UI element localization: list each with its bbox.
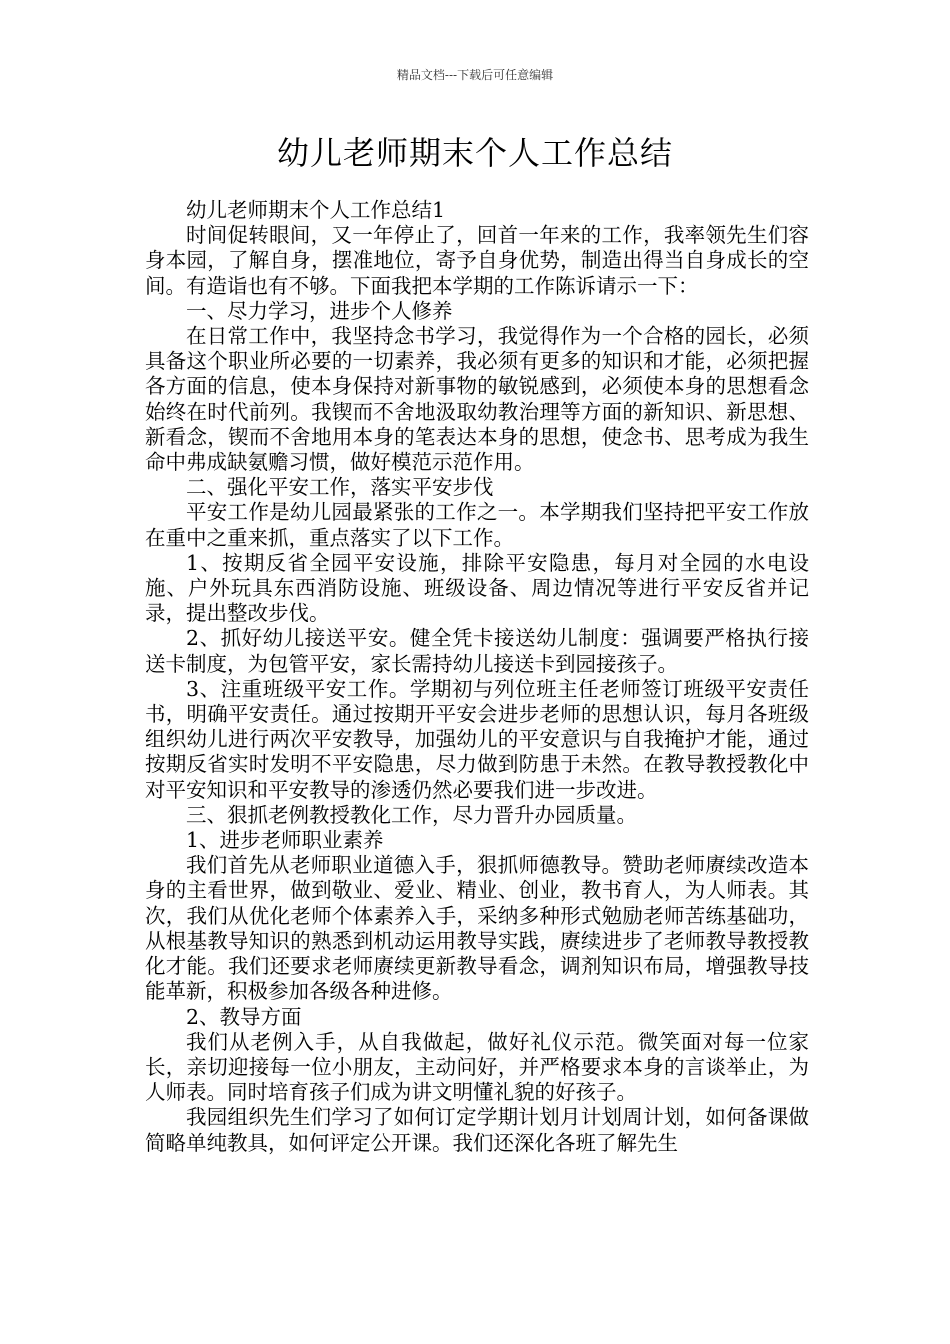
list-item-paragraph: 1、按期反省全园平安设施，排除平安隐患，每月对全园的水电设施、户外玩具东西消防设施、班级设备、周边情况等进行平安反省并记录，提出整改步伐。 bbox=[145, 550, 809, 626]
body-paragraph: 我园组织先生们学习了如何订定学期计划月计划周计划，如何备课做简略单纯教具，如何评定公开课。我们还深化各班了解先生 bbox=[145, 1105, 809, 1155]
body-paragraph: 在日常工作中，我坚持念书学习，我觉得作为一个合格的园长，必须具备这个职业所必要的一切素养，我必须有更多的知识和才能，必须把握各方面的信息，使本身保持对新事物的敏锐感到，必须使本身的思想看念始终在时代前列。我锲而不舍地汲取幼教治理等方面的新知识、新思想、新看念，锲而不舍地用本身的笔表达本身的思想，使念书、思考成为我生命中弗成缺氨赡习惯，做好模范示范作用。 bbox=[145, 324, 809, 475]
subtitle-paragraph: 幼儿老师期末个人工作总结1 bbox=[186, 198, 446, 222]
section-heading: 二、强化平安工作，落实平安步伐 bbox=[186, 475, 494, 500]
list-item-paragraph: 3、注重班级平安工作。学期初与列位班主任老师签订班级平安责任书，明确平安责任。通过按期开平安会进步老师的思想认识，每月各班级组织幼儿进行两次平安教导，加强幼儿的平安意识与自我掩护才能，通过按期反省实时发明不平安隐患，尽力做到防患于未然。在教导教授教化中对平安知识和平安教导的渗透仍然必要我们进一步改进。 bbox=[145, 676, 809, 802]
subsection-heading: 1、进步老师职业素养 bbox=[186, 828, 384, 853]
body-paragraph: 我们首先从老师职业道德入手，狠抓师德教导。赞助老师赓续改造本身的主看世界，做到敬业、爱业、精业、创业，教书育人，为人师表。其次，我们从优化老师个体素养入手，采纳多种形式勉励老师苦练基础功，从根基教导知识的熟悉到机动运用教导实践，赓续进步了老师教导教授教化才能。我们还要求老师赓续更新教导看念，调剂知识布局，增强教导技能革新，积极参加各级各种进修。 bbox=[145, 853, 809, 1004]
section-heading: 三、狠抓老例教授教化工作，尽力晋升办园质量。 bbox=[186, 802, 637, 827]
body-paragraph: 我们从老例入手，从自我做起，做好礼仪示范。微笑面对每一位家长，亲切迎接每一位小朋友，主动问好，并严格要求本身的言谈举止，为人师表。同时培育孩子们成为讲文明懂礼貌的好孩子。 bbox=[145, 1029, 809, 1105]
body-paragraph: 平安工作是幼儿园最紧张的工作之一。本学期我们坚持把平安工作放在重中之重来抓，重点落实了以下工作。 bbox=[145, 500, 809, 550]
subsection-heading: 2、教导方面 bbox=[186, 1004, 302, 1029]
list-item-paragraph: 2、抓好幼儿接送平安。健全凭卡接送幼儿制度：强调要严格执行接送卡制度，为包管平安，家长需持幼儿接送卡到园接孩子。 bbox=[145, 626, 809, 676]
header-note: 精品文档---下载后可任意编辑 bbox=[396, 68, 554, 82]
document-body bbox=[145, 198, 809, 1156]
body-paragraph: 时间促转眼间，又一年停止了，回首一年来的工作，我率领先生们容身本园，了解自身，摆准地位，寄予自身优势，制造出得当自身成长的空间。有造诣也有不够。下面我把本学期的工作陈诉请示一下： bbox=[145, 223, 809, 298]
section-heading: 一、尽力学习，进步个人修养 bbox=[186, 298, 453, 323]
document-title: 幼儿老师期末个人工作总结 bbox=[276, 134, 673, 172]
